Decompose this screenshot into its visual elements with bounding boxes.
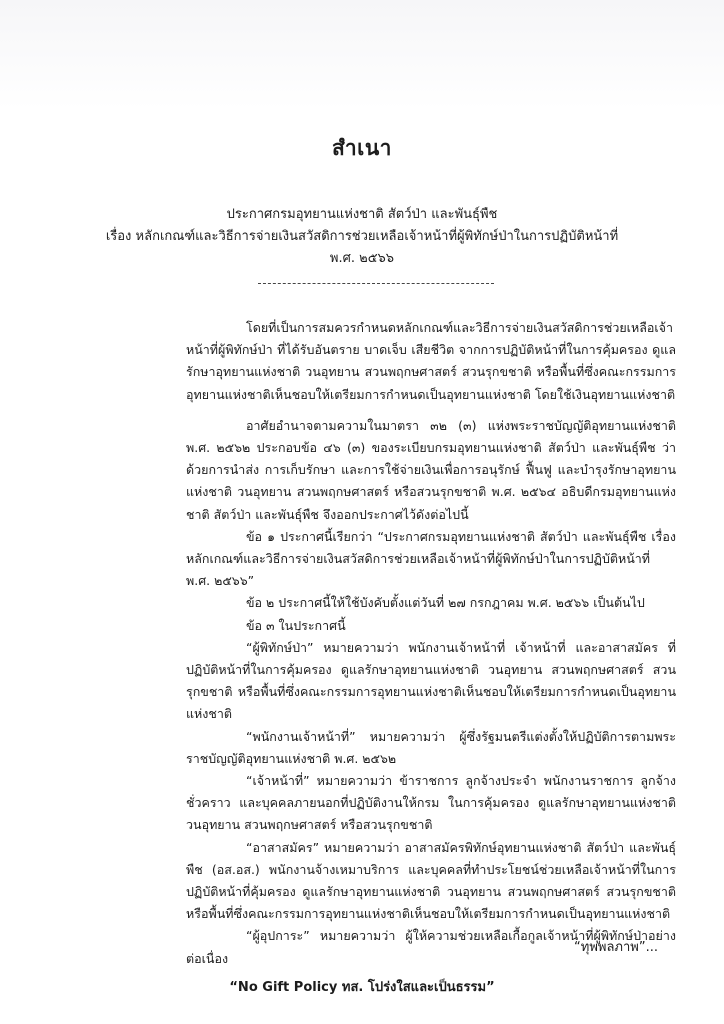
clause-1: ข้อ ๑ ประกาศนี้เรียกว่า “ประกาศกรมอุทยานแห่งชาติ สัตว์ป่า และพันธุ์พืช เรื่อง หลักเกณฑ์และวิธีการจ่ายเงินสวัสดิการช่วยเหลือเจ้าหน้าที่ผู้พิทักษ์ป่าในการปฏิบัติหน้าที่ พ.ศ. ๒๕๖๖” (186, 528, 676, 589)
definition-forest-ranger: “ผู้พิทักษ์ป่า” หมายความว่า พนักงานเจ้าหน้าที่ เจ้าหน้าที่ และอาสาสมัคร ที่ปฏิบัติหน้าที่ในการคุ้มครอง ดูแลรักษาอุทยานแห่งชาติ วนอุทยาน สวนพฤกษศาสตร์ สวนรุกขชาติ หรือพื้นที่ซึ่งคณะกรรมการอุทยานแห่งชาติเห็นชอบให้เตรียมการกำหนดเป็นอุทยานแห่งชาติ (186, 639, 676, 722)
definition-supporter: “ผู้อุปการะ” หมายความว่า ผู้ให้ความช่วยเหลือเกื้อกูลเจ้าหน้าที่ผู้พิทักษ์ป่าอย่างต่อเนื่อง (186, 928, 676, 966)
copy-heading: สำเนา (332, 136, 392, 160)
footer-slogan: “No Gift Policy ทส. โปร่งใสและเป็นธรรม” (229, 980, 495, 995)
announcement-subject: เรื่อง หลักเกณฑ์และวิธีการจ่ายเงินสวัสดิการช่วยเหลือเจ้าหน้าที่ผู้พิทักษ์ป่าในการปฏิบัติหน้าที่ (105, 229, 619, 244)
announcement-year: พ.ศ. ๒๕๖๖ (329, 251, 395, 266)
document-body (186, 317, 676, 970)
announcement-agency: ประกาศกรมอุทยานแห่งชาติ สัตว์ป่า และพันธุ์พืช (226, 207, 498, 222)
dashed-divider (258, 283, 494, 284)
continuation-marker: “ทุพพลภาพ”... (574, 940, 658, 955)
definition-competent-official: “พนักงานเจ้าหน้าที่” หมายความว่า ผู้ซึ่งรัฐมนตรีแต่งตั้งให้ปฏิบัติการตามพระราชบัญญัติอุทยานแห่งชาติ พ.ศ. ๒๕๖๒ (186, 728, 676, 766)
definition-official: “เจ้าหน้าที่” หมายความว่า ข้าราชการ ลูกจ้างประจำ พนักงานราชการ ลูกจ้างชั่วคราว และบุคคลภายนอกที่ปฏิบัติงานให้กรม ในการคุ้มครอง ดูแลรักษาอุทยานแห่งชาติ วนอุทยาน สวนพฤกษศาสตร์ หรือสวนรุกขชาติ (186, 773, 676, 833)
paragraph-preamble: โดยที่เป็นการสมควรกำหนดหลักเกณฑ์และวิธีการจ่ายเงินสวัสดิการช่วยเหลือเจ้าหน้าที่ผู้พิทักษ์ป่า ที่ได้รับอันตราย บาดเจ็บ เสียชีวิต จากการปฏิบัติหน้าที่ในการคุ้มครอง ดูแลรักษาอุทยานแห่งชาติ วนอุทยาน สวนพฤกษศาสตร์ สวนรุกขชาติ หรือพื้นที่ซึ่งคณะกรรมการอุทยานแห่งชาติเห็นชอบให้เตรียมการกำหนดเป็นอุทยานแห่งชาติ โดยใช้เงินอุทยานแห่งชาติ (186, 320, 676, 402)
clause-2: ข้อ ๒ ประกาศนี้ให้ใช้บังคับตั้งแต่วันที่ ๒๗ กรกฎาคม พ.ศ. ๒๕๖๖ เป็นต้นไป (246, 595, 645, 611)
definition-volunteer: “อาสาสมัคร” หมายความว่า อาสาสมัครพิทักษ์อุทยานแห่งชาติ สัตว์ป่า และพันธุ์พืช (อส.อส.) พนักงานจ้างเหมาบริการ และบุคคลที่ทำประโยชน์ช่วยเหลือเจ้าหน้าที่ในการปฏิบัติหน้าที่คุ้มครอง ดูแลรักษาอุทยานแห่งชาติ วนอุทยาน สวนพฤกษศาสตร์ สวนรุกขชาติ หรือพื้นที่ซึ่งคณะกรรมการอุทยานแห่งชาติเห็นชอบให้เตรียมการกำหนดเป็นอุทยานแห่งชาติ (186, 839, 676, 922)
paragraph-authority: อาศัยอำนาจตามความในมาตรา ๓๒ (๓) แห่งพระราชบัญญัติอุทยานแห่งชาติ พ.ศ. ๒๕๖๒ ประกอบข้อ ๔๖ (๓) ของระเบียบกรมอุทยานแห่งชาติ สัตว์ป่า และพันธุ์พืช ว่าด้วยการนำส่ง การเก็บรักษา และการใช้จ่ายเงินเพื่อการอนุรักษ์ ฟื้นฟู และบำรุงรักษาอุทยานแห่งชาติ วนอุทยาน สวนพฤกษศาสตร์ หรือสวนรุกขชาติ พ.ศ. ๒๕๖๔ อธิบดีกรมอุทยานแห่งชาติ สัตว์ป่า และพันธุ์พืช จึงออกประกาศไว้ดังต่อไปนี้ (186, 417, 676, 522)
clause-3: ข้อ ๓ ในประกาศนี้ (246, 617, 346, 633)
